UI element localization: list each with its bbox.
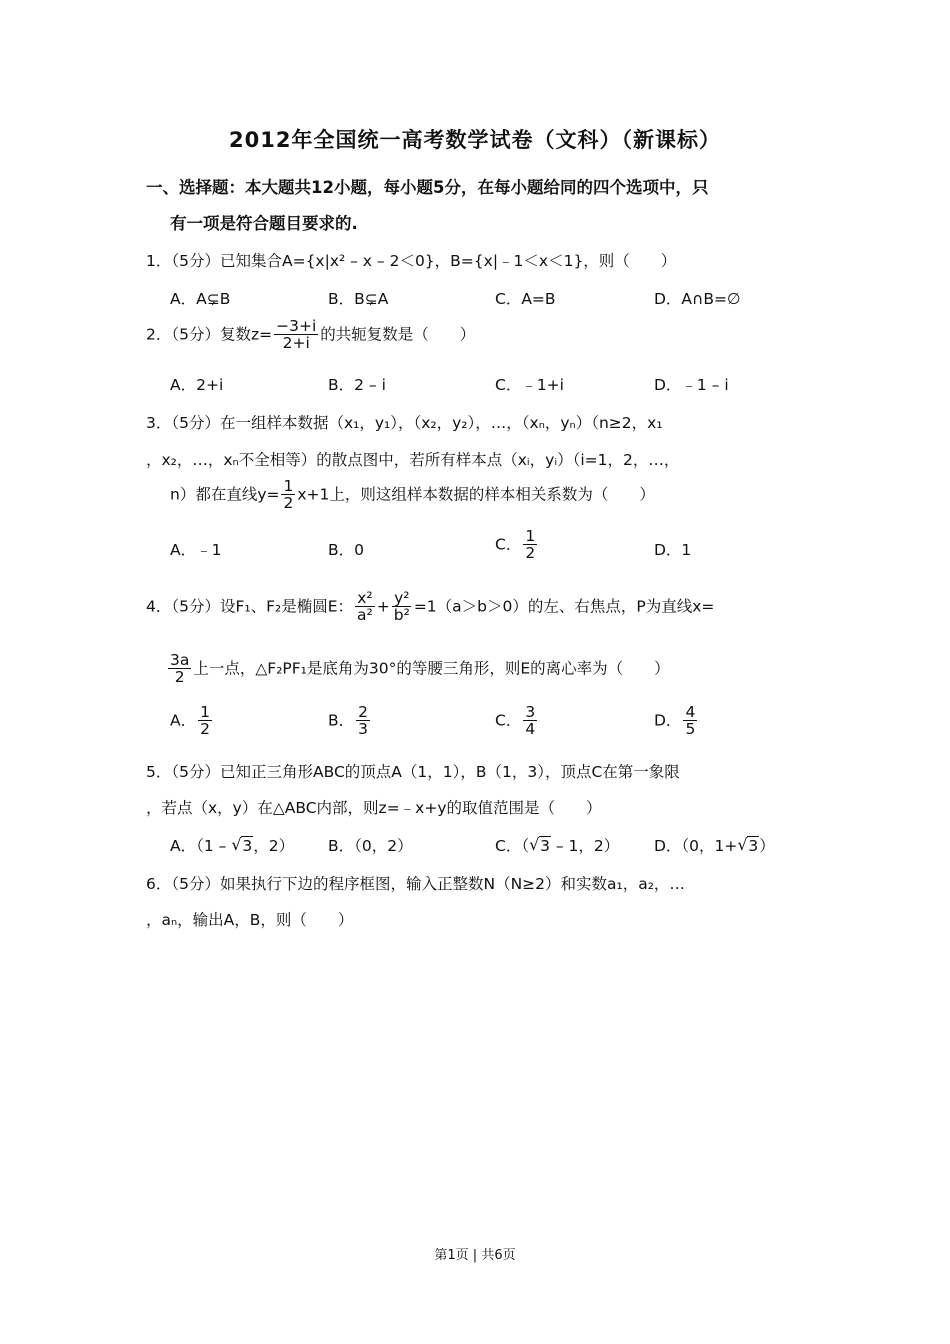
q2-fraction — [274, 318, 318, 352]
q3-fraction — [281, 478, 295, 512]
q3-fraction-denominator: 2 — [283, 494, 294, 513]
q5-option-d-radicand: 3 — [748, 837, 759, 855]
q4-option-b-denominator: 3 — [358, 720, 369, 739]
q5-option-d-prefix: D．（0，1+ — [654, 837, 738, 855]
q5-option-a-suffix: ，2） — [253, 837, 295, 855]
section-heading-line1: 一、选择题：本大题共12小题，每小题5分，在每小题给同的四个选项中，只 — [146, 178, 709, 197]
q2-option-d: D．﹣1 – i — [654, 376, 729, 394]
q1-option-b: B．B⊊A — [328, 290, 389, 308]
q5-option-c-suffix: – 1，2） — [550, 837, 620, 855]
q4-option-a — [170, 704, 214, 738]
question-4-line2 — [166, 652, 670, 686]
q4-option-b — [328, 704, 372, 738]
q4-option-d — [654, 704, 699, 738]
q2-option-a: A．2+i — [170, 376, 224, 394]
q4-option-a-label: A． — [170, 711, 197, 730]
q4-option-d-denominator: 5 — [685, 720, 696, 739]
q5-option-d — [654, 834, 775, 856]
q4-option-a-denominator: 2 — [200, 720, 210, 739]
q2-option-b: B．2 – i — [328, 376, 386, 394]
q4-option-a-numerator: 1 — [200, 703, 210, 721]
q1-option-d: D．A∩B=∅ — [654, 290, 741, 308]
q4-line2-numerator: 3a — [170, 651, 190, 669]
q4-option-c-fraction — [523, 704, 537, 738]
question-3-line3 — [170, 478, 655, 512]
q2-fraction-denominator: 2+i — [282, 334, 310, 353]
q5-option-c — [495, 834, 619, 856]
q3-option-c-denominator: 2 — [525, 544, 536, 563]
q1-option-a: A．A⊊B — [170, 290, 231, 308]
q2-option-c: C．﹣1+i — [495, 376, 564, 394]
q2-fraction-numerator: −3+i — [276, 317, 317, 335]
q4-option-d-numerator: 4 — [685, 703, 696, 721]
q4-fraction-y — [392, 590, 412, 624]
q2-suffix: 的共轭复数是（ ） — [320, 325, 476, 344]
q4-option-c-label: C． — [495, 711, 522, 730]
q5-option-d-sqrt — [737, 837, 759, 855]
q3-option-c-label: C． — [495, 535, 522, 554]
q5-option-a-radicand: 3 — [242, 837, 253, 855]
q3-option-d: D．1 — [654, 541, 692, 559]
q4-option-b-numerator: 2 — [358, 703, 369, 721]
q4-line2-suffix: 上一点，△F₂PF₁是底角为30°的等腰三角形，则E的离心率为（ ） — [193, 659, 670, 678]
q4-option-d-label: D． — [654, 711, 682, 730]
q3-line3-prefix: n）都在直线y= — [170, 485, 280, 504]
q4-option-a-fraction — [198, 704, 212, 738]
q4-line2-denominator: 2 — [174, 668, 185, 687]
q5-option-a-sqrt — [231, 837, 253, 855]
q4-plus: + — [376, 597, 390, 616]
q3-fraction-numerator: 1 — [283, 477, 294, 495]
q3-option-c — [495, 528, 539, 562]
section-heading-line2: 有一项是符合题目要求的. — [170, 214, 358, 233]
q4-fraction-y-numerator: y² — [394, 589, 410, 607]
question-4-line1 — [146, 590, 714, 624]
q4-option-c — [495, 704, 539, 738]
q3-option-b: B．0 — [328, 541, 364, 559]
q4-fraction-x-denominator: a² — [357, 606, 373, 625]
q4-option-d-fraction — [683, 704, 697, 738]
q3-line3-suffix: x+1上，则这组样本数据的样本相关系数为（ ） — [297, 485, 655, 504]
q2-prefix: 2．（5分）复数z= — [146, 325, 273, 344]
question-3-line2: ，x₂，…，xₙ不全相等）的散点图中，若所有样本点（xᵢ，yᵢ）（i=1，2，…， — [146, 451, 680, 469]
q5-option-d-suffix: ） — [759, 837, 775, 855]
question-5-line1: 5．（5分）已知正三角形ABC的顶点A（1，1），B（1，3），顶点C在第一象限 — [146, 763, 680, 781]
q4-suffix: =1（a＞b＞0）的左、右焦点，P为直线x= — [413, 597, 715, 616]
q4-option-c-denominator: 4 — [525, 720, 536, 739]
q5-option-b: B．（0，2） — [328, 837, 413, 855]
question-6-line2: ，aₙ，输出A，B，则（ ） — [146, 911, 354, 929]
question-5-line2: ，若点（x，y）在△ABC内部，则z=﹣x+y的取值范围是（ ） — [146, 799, 602, 817]
q5-option-c-prefix: C．（ — [495, 837, 530, 855]
q4-prefix: 4．（5分）设F₁、F₂是椭圆E： — [146, 597, 354, 616]
q4-option-b-fraction — [356, 704, 370, 738]
q3-option-c-numerator: 1 — [525, 527, 536, 545]
q4-fraction-x-numerator: x² — [357, 589, 373, 607]
q4-line2-fraction — [168, 652, 191, 686]
page-footer: 第1页 | 共6页 — [434, 1248, 516, 1263]
page-title: 2012年全国统一高考数学试卷（文科）（新课标） — [229, 128, 721, 152]
q5-option-c-radicand: 3 — [540, 837, 550, 855]
question-6-line1: 6．（5分）如果执行下边的程序框图，输入正整数N（N≥2）和实数a₁，a₂，… — [146, 875, 685, 893]
q3-option-c-fraction — [523, 528, 537, 562]
q1-option-c: C．A=B — [495, 290, 556, 308]
q4-option-c-numerator: 3 — [525, 703, 536, 721]
q5-option-c-sqrt — [529, 837, 551, 855]
q4-fraction-x — [355, 590, 375, 624]
q5-option-a — [170, 834, 294, 856]
q4-fraction-y-denominator: b² — [393, 606, 410, 625]
question-2-text — [146, 318, 475, 352]
question-3-line1: 3．（5分）在一组样本数据（x₁，y₁），（x₂，y₂），…，（xₙ，yₙ）（n≥2，x₁ — [146, 414, 663, 432]
question-1-text: 1．（5分）已知集合A={x|x² – x – 2＜0}，B={x|﹣1＜x＜1}，则（ ） — [146, 252, 677, 270]
q5-option-a-prefix: A．（1 – — [170, 837, 232, 855]
q3-option-a: A．﹣1 — [170, 541, 222, 559]
q4-option-b-label: B． — [328, 711, 355, 730]
